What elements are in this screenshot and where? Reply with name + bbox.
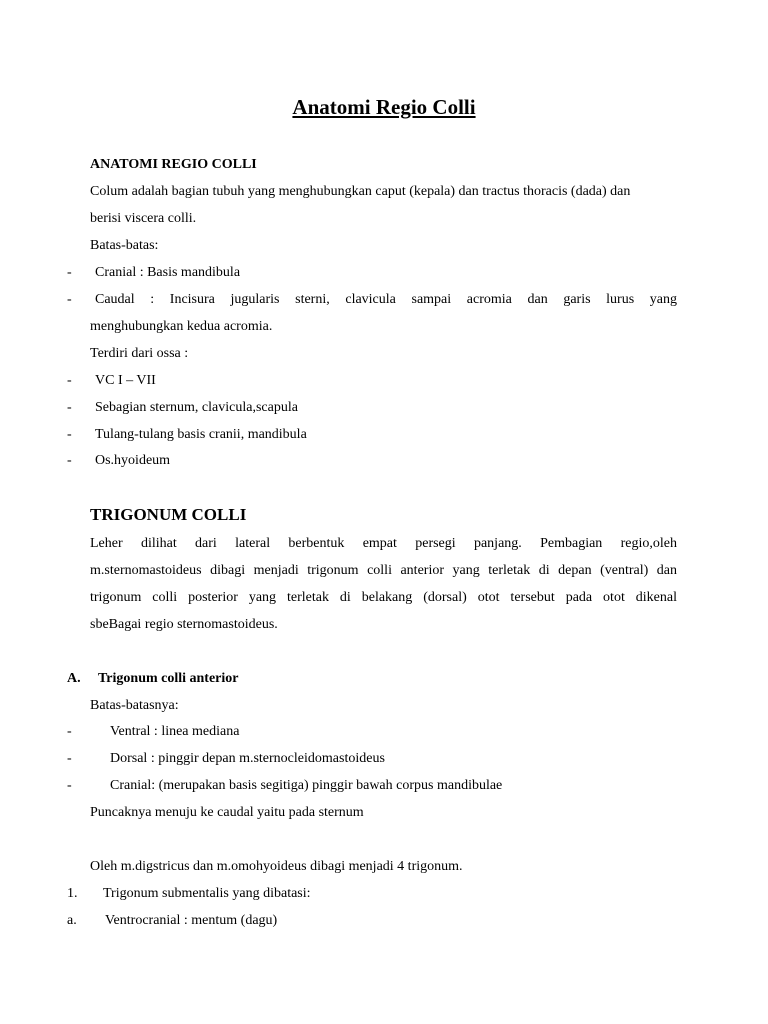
list-item: VC I – VII [95, 373, 156, 388]
ossa-label: Terdiri dari ossa : [90, 346, 189, 361]
paragraph-line: m.sternomastoideus dibagi menjadi trigonum colli anterior yang terletak di depan (ventral) dan [90, 563, 677, 578]
bullet-dash: - [67, 265, 72, 280]
bullet-dash: - [67, 453, 72, 468]
bullet-dash: - [67, 373, 72, 388]
section-marker: A. [67, 671, 81, 686]
list-item: Ventral : linea mediana [110, 724, 240, 739]
bullet-dash: - [67, 751, 72, 766]
bullet-dash: - [67, 400, 72, 415]
paragraph-line: sbeBagai regio sternomastoideus. [90, 617, 278, 632]
list-letter: a. [67, 913, 77, 928]
paragraph-line: trigonum colli posterior yang terletak di belakang (dorsal) otot tersebut pada otot dikenal [90, 590, 677, 605]
numbered-item: Trigonum submentalis yang dibatasi: [103, 886, 311, 901]
paragraph-line: Leher dilihat dari lateral berbentuk empat persegi panjang. Pembagian regio,oleh [90, 536, 677, 551]
section-heading-anterior: Trigonum colli anterior [98, 671, 239, 686]
list-item: Cranial : Basis mandibula [95, 265, 241, 280]
bullet-dash: - [67, 778, 72, 793]
lettered-item: Ventrocranial : mentum (dagu) [105, 913, 278, 928]
paragraph-line: Oleh m.digstricus dan m.omohyoideus dibagi menjadi 4 trigonum. [90, 859, 463, 874]
section-heading-trigonum: TRIGONUM COLLI [90, 505, 247, 524]
list-item: Os.hyoideum [95, 453, 171, 468]
bullet-dash: - [67, 427, 72, 442]
list-item: Caudal : Incisura jugularis sterni, clavicula sampai acromia dan garis lurus yang [95, 292, 677, 307]
list-number: 1. [67, 886, 78, 901]
list-item: Sebagian sternum, clavicula,scapula [95, 400, 298, 415]
page-title: Anatomi Regio Colli [292, 95, 476, 119]
paragraph-line: Puncaknya menuju ke caudal yaitu pada sternum [90, 805, 364, 820]
list-item: Cranial: (merupakan basis segitiga) pinggir bawah corpus mandibulae [110, 778, 503, 793]
batas-label: Batas-batas: [90, 238, 159, 253]
batas-label: Batas-batasnya: [90, 698, 179, 713]
list-item-continuation: menghubungkan kedua acromia. [90, 319, 273, 334]
paragraph-line: Colum adalah bagian tubuh yang menghubungkan caput (kepala) dan tractus thoracis (dada) dan [90, 184, 631, 199]
list-item: Tulang-tulang basis cranii, mandibula [95, 427, 307, 442]
paragraph-line: berisi viscera colli. [90, 211, 197, 226]
bullet-dash: - [67, 724, 72, 739]
section-heading-anatomi: ANATOMI REGIO COLLI [90, 157, 257, 172]
list-item: Dorsal : pinggir depan m.sternocleidomastoideus [110, 751, 385, 766]
bullet-dash: - [67, 292, 72, 307]
